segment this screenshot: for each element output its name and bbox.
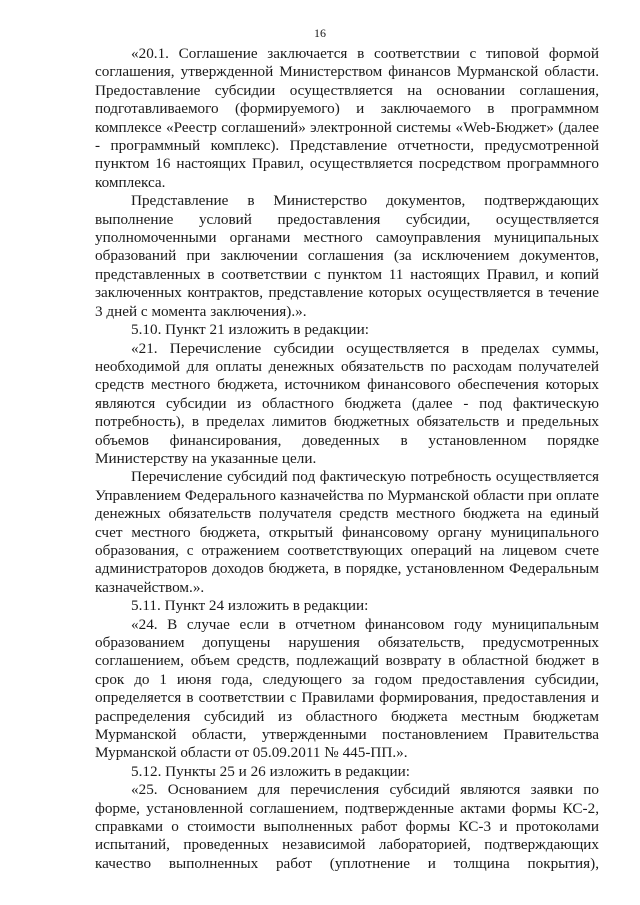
paragraph-21: «21. Перечисление субсидии осуществляется в пределах суммы, необходимой для оплаты денежных обязательств по расходам получателей средств местного бюджета, источником финансового обеспечения которых являются субсидии из областного бюджета (далее - под фактическую потребность), в пределах лимитов бюджетных обязательств и предельных объемов финансирования, доведенных в установленном порядке Министерству на указанные цели.	[95, 339, 599, 467]
paragraph-representation: Представление в Министерство документов, подтверждающих выполнение условий предоставления субсидии, осуществляется уполномоченными органами местного самоуправления муниципальных образований при заключении соглашения (за исключением документов, представленных в соответствии с пунктом 11 настоящих Правил, и копий заключенных контрактов, представление которых осуществляется в течение 3 дней с момента заключения).».	[95, 192, 599, 320]
section-5-12: 5.12. Пункты 25 и 26 изложить в редакции:	[131, 762, 411, 780]
paragraph-24: «24. В случае если в отчетном финансовом году муниципальным образованием допущены нарушения обязательств, предусмотренных соглашением, объем средств, подлежащий возврату в областной бюджет в срок до 1 июня года, следующего за годом предоставления субсидии, определяется в соответствии с Правилами формирования, предоставления и распределения субсидий из областного бюджета местным бюджетам Мурманской области, утвержденными постановлением Правительства Мурманской области от 05.09.2011 № 445-ПП.».	[95, 615, 599, 762]
paragraph-25: «25. Основанием для перечисления субсидий являются заявки по форме, установленной соглашением, подтвержденные актами формы КС-2, справками о стоимости выполненных работ формы КС-3 и протоколами испытаний, проведенных независимой лабораторией, подтверждающих качество выполненных работ (уплотнение и толщина покрытия),	[95, 781, 599, 872]
page-number: 16	[314, 26, 326, 40]
paragraph-20-1: «20.1. Соглашение заключается в соответствии с типовой формой соглашения, утвержденной Министерством финансов Мурманской области. Предоставление субсидии осуществляется на основании соглашения, подготавливаемого (формируемого) и заключаемого в программном комплексе «Реестр соглашений» электронной системы «Web-Бюджет» (далее - программный комплекс). Представление отчетности, предусмотренной пунктом 16 настоящих Правил, осуществляется посредством программного комплекса.	[95, 45, 599, 191]
paragraph-transfer: Перечисление субсидий под фактическую потребность осуществляется Управлением Федерального казначейства по Мурманской области при оплате денежных обязательств получателя средств местного бюджета на единый счет местного бюджета, открытый финансовому органу муниципального образования, с отражением соответствующих операций на лицевом счете администраторов доходов бюджета, в порядке, установленном Федеральным казначейством.».	[95, 468, 599, 596]
section-5-11: 5.11. Пункт 24 изложить в редакции:	[131, 597, 369, 615]
scan-artifact	[110, 0, 140, 3]
section-5-10: 5.10. Пункт 21 изложить в редакции:	[131, 321, 369, 339]
document-body	[95, 45, 599, 873]
